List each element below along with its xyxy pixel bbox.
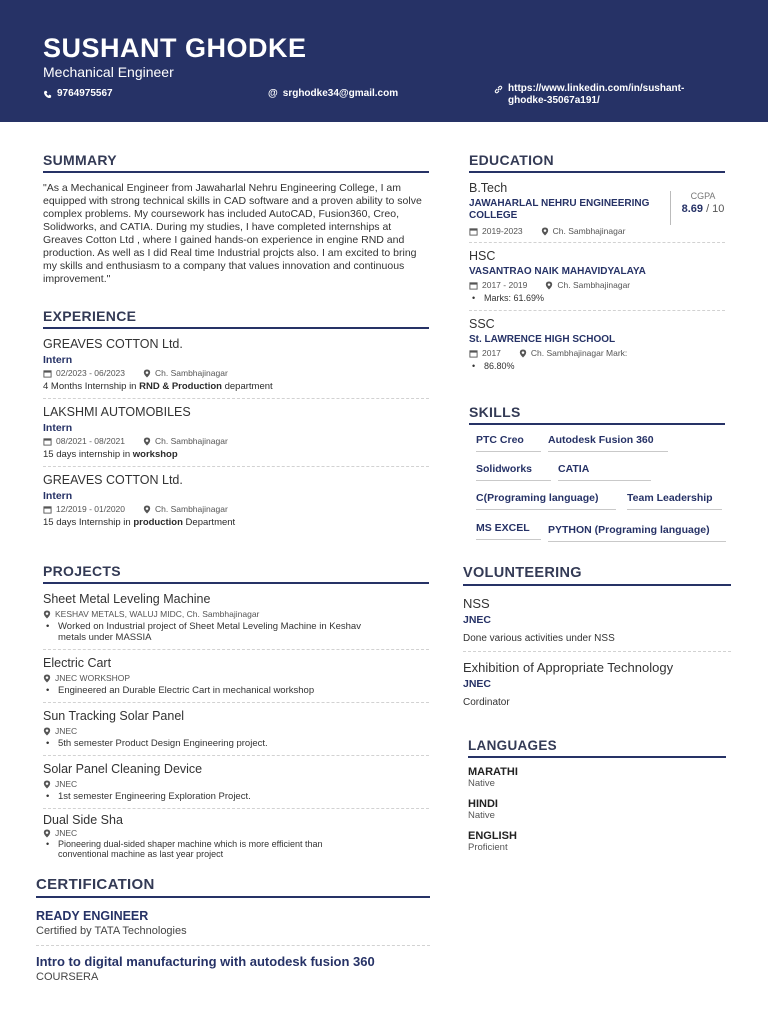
school-name: VASANTRAO NAIK MAHAVIDYALAYA [469, 266, 646, 277]
experience-title: EXPERIENCE [43, 308, 429, 329]
certification-name: READY ENGINEER [36, 909, 149, 923]
cgpa-label: CGPA [690, 191, 716, 201]
certification-section [28, 868, 430, 1024]
location-pin-icon [143, 369, 151, 378]
project-location: JNEC [55, 779, 78, 789]
skill-tag: Solidworks [476, 463, 551, 481]
skill-tag: PYTHON (Programing language) [548, 524, 726, 542]
language-name: MARATHI [468, 766, 518, 778]
location-pin-icon [43, 610, 51, 619]
project-entry [43, 709, 429, 756]
candidate-role: Mechanical Engineer [43, 64, 174, 80]
education-location: Ch. Sambhajinagar [552, 226, 626, 236]
project-location: JNEC [55, 726, 78, 736]
certification-issuer: Certified by TATA Technologies [36, 925, 187, 937]
phone-number: 9764975567 [57, 88, 113, 99]
volunteering-entry [463, 660, 731, 708]
project-name: Solar Panel Cleaning Device [43, 762, 203, 776]
resume-header [0, 0, 768, 122]
cgpa-box [670, 191, 725, 225]
job-dates: 12/2019 - 01/2020 [56, 504, 126, 514]
company-name: GREAVES COTTON Ltd. [43, 473, 183, 487]
linkedin-url-line2: ghodke-35067a191/ [508, 95, 600, 106]
education-location: Ch. Sambhajinagar Mark: [530, 348, 628, 358]
project-bullet: • Worked on Industrial project of Sheet Metal Leveling Machine in Keshav metals under MASSIA [43, 621, 383, 643]
cgpa-max: / 10 [706, 203, 725, 215]
volunteering-desc: Done various activities under NSS [463, 633, 615, 644]
skills-section [469, 404, 725, 544]
project-bullet: • 1st semester Engineering Exploration Project. [43, 791, 429, 802]
calendar-icon [469, 349, 478, 358]
location-pin-icon [541, 227, 549, 236]
project-entry [43, 656, 429, 703]
certification-entry [36, 909, 430, 946]
job-role: Intern [43, 490, 73, 502]
language-name: ENGLISH [468, 830, 517, 842]
job-role: Intern [43, 354, 73, 366]
linkedin-contact[interactable] [494, 83, 684, 107]
skill-tag: PTC Creo [476, 434, 541, 452]
location-pin-icon [43, 829, 51, 838]
education-entry [469, 249, 725, 311]
job-role: Intern [43, 422, 73, 434]
location-pin-icon [519, 349, 527, 358]
job-location: Ch. Sambhajinagar [155, 368, 228, 378]
language-entry [468, 798, 726, 821]
email-contact[interactable] [268, 88, 398, 100]
project-entry [43, 813, 429, 859]
degree-name: B.Tech [469, 181, 508, 195]
education-entry [469, 181, 725, 243]
summary-text: "As a Mechanical Engineer from Jawaharlal Nehru Engineering College, I am equipped with strong technical skills in CAD software and a proven ability to solve complex problems. My coursework has included AutoCAD, Fusion360, Creo, Solidworks, and CATIA. During my studies, I have completed internships at Greaves Cotton Ltd , where I gained hands-on experience in engine RND and production. As well as I did Real time Industrial projcts also. I am excited to bring my skills and enthusiasm to a company that values innovation and continuous improvement." [43, 182, 422, 285]
job-description: 15 days Internship in production Department [43, 517, 236, 528]
project-entry [43, 762, 429, 809]
language-level: Native [468, 810, 495, 821]
project-name: Electric Cart [43, 656, 112, 670]
volunteering-org: JNEC [463, 678, 492, 690]
school-name: St. LAWRENCE HIGH SCHOOL [469, 334, 616, 345]
certification-entry [36, 954, 430, 983]
project-name: Dual Side Sha [43, 813, 123, 827]
project-bullet: • 5th semester Product Design Engineering project. [43, 738, 429, 749]
location-pin-icon [43, 674, 51, 683]
phone-icon [43, 90, 52, 99]
cgpa-value: 8.69 [681, 203, 703, 215]
job-description: 4 Months Internship in RND & Production department [43, 381, 273, 392]
certification-issuer: COURSERA [36, 971, 99, 983]
project-location: JNEC WORKSHOP [55, 673, 131, 683]
certification-title: CERTIFICATION [36, 876, 430, 898]
calendar-icon [469, 227, 478, 236]
skill-tag: Autodesk Fusion 360 [548, 434, 668, 452]
phone-contact[interactable] [43, 88, 113, 100]
language-entry [468, 830, 726, 853]
project-bullet: • Engineered an Durable Electric Cart in mechanical workshop [43, 685, 429, 696]
certification-name: Intro to digital manufacturing with autodesk fusion 360 [36, 954, 375, 969]
school-name: JAWAHARLAL NEHRU ENGINEERING COLLEGE [469, 198, 650, 221]
experience-entry [43, 473, 429, 528]
projects-title: PROJECTS [43, 563, 429, 584]
skill-tag: MS EXCEL [476, 522, 541, 540]
location-pin-icon [545, 281, 553, 290]
skill-tag: CATIA [558, 463, 651, 481]
location-pin-icon [43, 780, 51, 789]
degree-name: SSC [469, 317, 495, 331]
experience-entry [43, 337, 429, 399]
languages-title: LANGUAGES [468, 738, 726, 758]
job-location: Ch. Sambhajinagar [155, 504, 228, 514]
volunteering-title: VOLUNTEERING [463, 565, 731, 586]
education-entry [469, 317, 725, 372]
volunteering-name: NSS [463, 596, 490, 611]
education-bullet: • 86.80% [469, 361, 725, 372]
projects-section [43, 563, 429, 859]
project-location: JNEC [55, 828, 78, 838]
language-level: Native [468, 778, 495, 789]
calendar-icon [469, 281, 478, 290]
project-location: KESHAV METALS, WALUJ MIDC, Ch. Sambhajinagar [55, 609, 260, 619]
project-name: Sun Tracking Solar Panel [43, 709, 185, 723]
education-dates: 2017 [482, 348, 501, 358]
location-pin-icon [43, 727, 51, 736]
skill-tag: C(Programing language) [476, 492, 616, 510]
experience-section [43, 308, 429, 528]
candidate-name: SUSHANT GHODKE [43, 33, 307, 63]
summary-title: SUMMARY [43, 152, 429, 173]
job-description: 15 days internship in workshop [43, 449, 178, 460]
job-dates: 08/2021 - 08/2021 [56, 436, 126, 446]
location-pin-icon [143, 437, 151, 446]
education-dates: 2017 - 2019 [482, 280, 528, 290]
summary-section [43, 152, 429, 286]
volunteering-name: Exhibition of Appropriate Technology [463, 660, 674, 675]
language-entry [468, 766, 726, 789]
education-title: EDUCATION [469, 152, 725, 173]
language-name: HINDI [468, 798, 498, 810]
company-name: GREAVES COTTON Ltd. [43, 337, 183, 351]
job-location: Ch. Sambhajinagar [155, 436, 228, 446]
project-bullet: • Pioneering dual-sided shaper machine which is more efficient than conventional machine as last year project [43, 839, 373, 859]
skills-title: SKILLS [469, 404, 725, 425]
email-address: srghodke34@gmail.com [282, 88, 399, 99]
volunteering-entry [463, 596, 731, 652]
company-name: LAKSHMI AUTOMOBILES [43, 405, 191, 419]
language-level: Proficient [468, 842, 508, 853]
education-dates: 2019-2023 [482, 226, 523, 236]
skill-tag: Team Leadership [627, 492, 722, 510]
calendar-icon [43, 437, 52, 446]
calendar-icon [43, 369, 52, 378]
project-name: Sheet Metal Leveling Machine [43, 592, 211, 606]
project-entry [43, 592, 429, 650]
degree-name: HSC [469, 249, 496, 263]
education-bullet: • Marks: 61.69% [469, 293, 725, 304]
at-icon: @ [268, 88, 278, 99]
education-section [469, 152, 725, 372]
volunteering-section [463, 565, 731, 708]
volunteering-org: JNEC [463, 614, 492, 626]
education-location: Ch. Sambhajinagar [557, 280, 631, 290]
location-pin-icon [143, 505, 151, 514]
volunteering-desc: Cordinator [463, 697, 510, 708]
calendar-icon [43, 505, 52, 514]
job-dates: 02/2023 - 06/2023 [56, 368, 126, 378]
languages-section [468, 738, 726, 853]
experience-entry [43, 405, 429, 467]
link-icon [494, 85, 503, 94]
linkedin-url-line1: https://www.linkedin.com/in/sushant- [508, 83, 685, 94]
